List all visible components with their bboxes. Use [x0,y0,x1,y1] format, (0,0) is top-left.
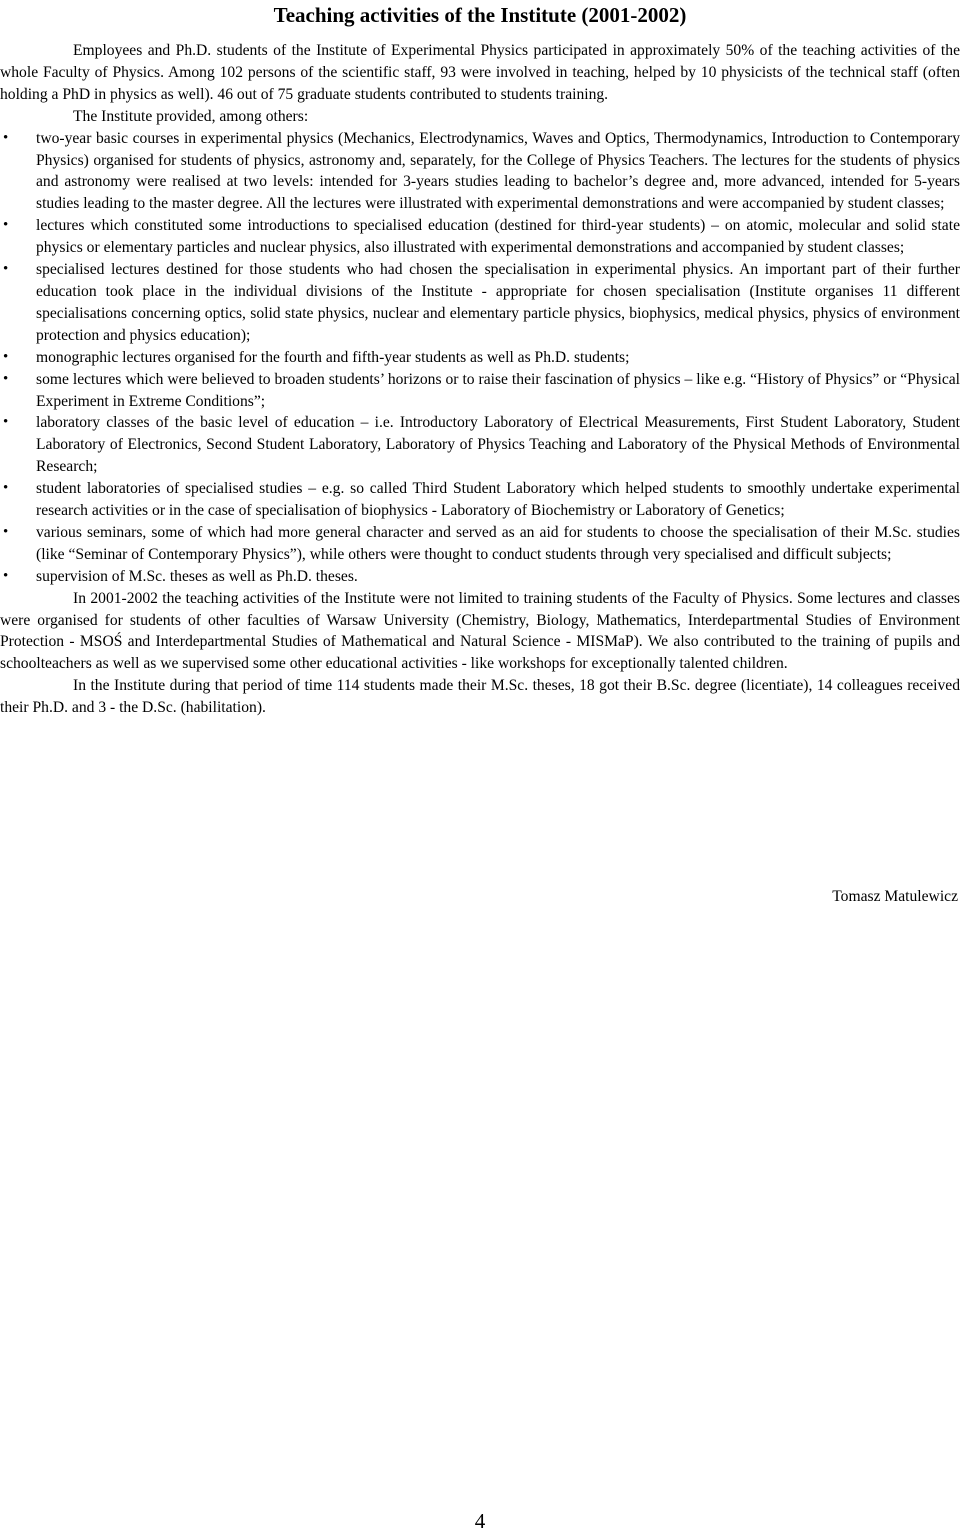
list-item [0,412,960,478]
bullet-icon: • [3,414,9,431]
list-item [0,215,960,259]
list-item-text: lectures which constituted some introductions to specialised education (destined for third-year students) – on atomic, molecular and solid state physics or elementary particles and nuclear physics, also illustrated with experimental demonstrations and accompanied by student classes; [36,217,960,257]
activities-list [0,128,960,588]
bullet-icon: • [3,523,9,540]
list-item [0,522,960,566]
bullet-icon: • [3,129,9,146]
list-item [0,478,960,522]
provided-intro-paragraph: The Institute provided, among others: [73,107,309,125]
intro-paragraph: Employees and Ph.D. students of the Institute of Experimental Physics participated in approximately 50% of the teaching activities of the whole Faculty of Physics. Among 102 persons of the scientific staff, 93 were involved in teaching, helped by 10 physicists of the technical staff (often holding a PhD in physics as well). 46 out of 75 graduate students contributed to students training. [0,42,960,103]
author-signature: Tomasz Matulewicz [832,888,958,905]
list-item [0,347,960,369]
document-body [0,40,960,719]
degrees-paragraph: In the Institute during that period of time 114 students made their M.Sc. theses, 18 got their B.Sc. degree (licentiate), 14 colleagues received their Ph.D. and 3 - the D.Sc. (habilitation). [0,677,960,717]
list-item-text: student laboratories of specialised studies – e.g. so called Third Student Laboratory which helped students to smoothly undertake experimental research activities or in the case of specialisation of biophysics - Laboratory of Biochemistry or Laboratory of Genetics; [36,480,960,520]
list-item [0,128,960,216]
other-faculties-paragraph: In 2001-2002 the teaching activities of the Institute were not limited to training students of the Faculty of Physics. Some lectures and classes were organised for students of other faculties of Warsaw University (Chemistry, Biology, Mathematics, Interdepartmental Studies of Environment Protection - MSOŚ and Interdepartmental Studies of Mathematical and Natural Science - MISMaP). We also contributed to the training of pupils and schoolteachers as well as we supervised some other educational activities - like workshops for exceptionally talented children. [0,589,960,673]
list-item-text: laboratory classes of the basic level of education – i.e. Introductory Laboratory of Electrical Measurements, First Student Laboratory, Student Laboratory of Electronics, Second Student Laboratory, Laboratory of Physics Teaching and Laboratory of the Physical Methods of Environmental Research; [36,414,960,476]
list-item-text: supervision of M.Sc. theses as well as Ph.D. theses. [36,567,358,585]
list-item [0,566,960,588]
page-title: Teaching activities of the Institute (2001-2002) [273,3,687,27]
bullet-icon: • [3,480,9,497]
bullet-icon: • [3,370,9,387]
bullet-icon: • [3,348,9,365]
list-item [0,369,960,413]
list-item [0,259,960,347]
list-item-text: monographic lectures organised for the fourth and fifth-year students as well as Ph.D. students; [36,348,630,366]
bullet-icon: • [3,261,9,278]
page-number: 4 [474,1509,486,1533]
list-item-text: various seminars, some of which had more general character and served as an aid for students to choose the specialisation of their M.Sc. studies (like “Seminar of Contemporary Physics”), while others were thought to conduct students through very specialised and difficult subjects; [36,523,960,563]
list-item-text: some lectures which were believed to broaden students’ horizons or to raise their fascination of physics – like e.g. “History of Physics” or “Physical Experiment in Extreme Conditions”; [36,370,960,410]
bullet-icon: • [3,217,9,234]
list-item-text: specialised lectures destined for those students who had chosen the specialisation in experimental physics. An important part of their further education took place in the individual divisions of the Institute - appropriate for chosen specialisation (Institute organises 11 different specialisations concerning optics, solid state physics, nuclear and elementary particle physics, biophysics, medical physics, physics of environment protection and physics education); [36,261,960,344]
bullet-icon: • [3,567,9,584]
list-item-text: two-year basic courses in experimental physics (Mechanics, Electrodynamics, Waves and Optics, Thermodynamics, Introduction to Contemporary Physics) organised for students of physics, astronomy and, separately, for the College of Physics Teachers. The lectures for the students of physics and astronomy were realised at two levels: intended for 3-years studies leading to bachelor’s degree and, more advanced, intended for 5-years studies leading to the master degree. All the lectures were illustrated with experimental demonstrations and were accompanied by student classes; [36,129,960,213]
